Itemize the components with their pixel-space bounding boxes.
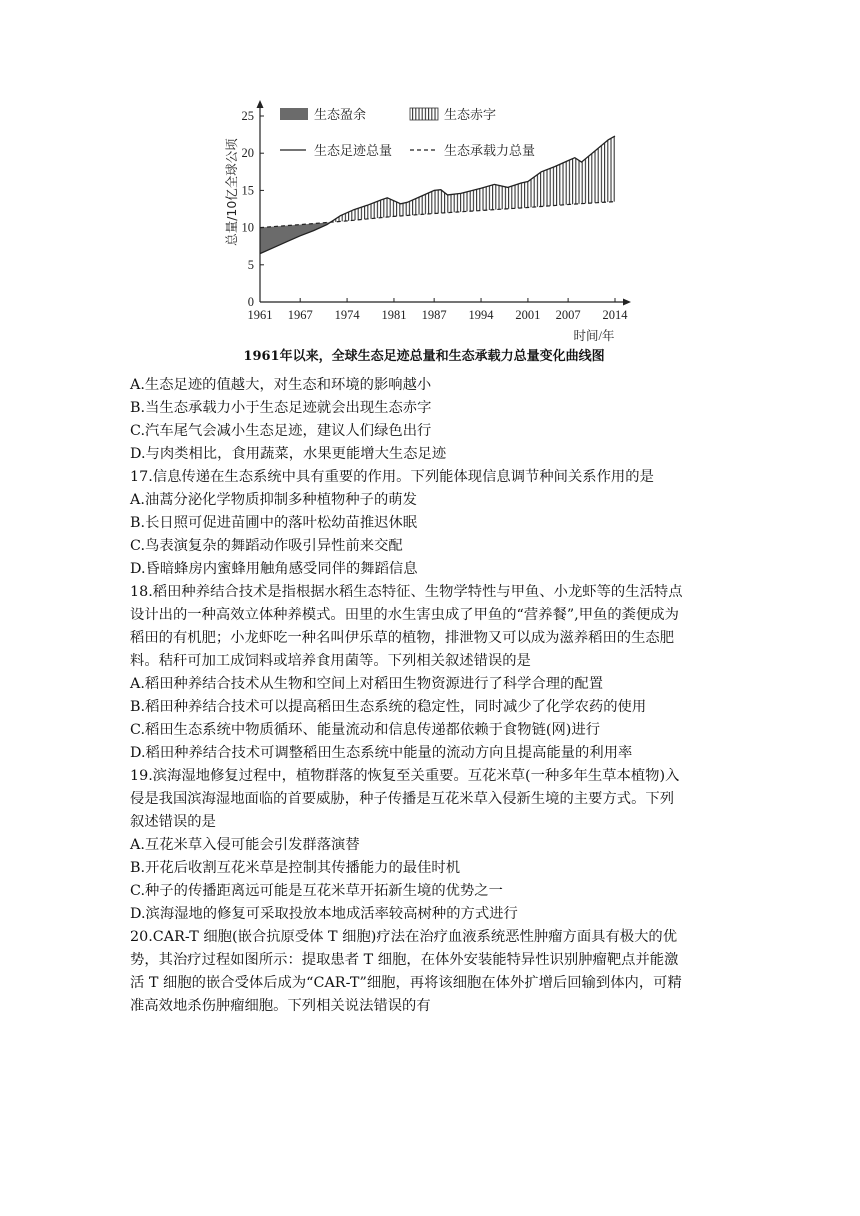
y-axis-arrow xyxy=(257,100,264,108)
legend-surplus: 生态盈余 xyxy=(314,108,367,123)
text-line: D.稻田种养结合技术可调整稻田生态系统中能量的流动方向且提高能量的利用率 xyxy=(130,745,633,761)
surplus-swatch xyxy=(280,108,308,120)
y-tick-label: 20 xyxy=(241,146,254,161)
text-line: 势，其治疗过程如图所示：提取患者 T 细胞，在体外安装能特异性识别肿瘤靶点并能激 xyxy=(130,952,679,968)
deficit-swatch xyxy=(410,108,438,120)
text-line: B.稻田种养结合技术可以提高稻田生态系统的稳定性，同时减少了化学农药的使用 xyxy=(130,699,647,715)
text-line: 设计出的一种高效立体种养模式。田里的水生害虫成了甲鱼的“营养餐”,甲鱼的粪便成为 xyxy=(130,607,679,623)
x-tick-label: 1987 xyxy=(421,308,447,322)
legend-deficit: 生态赤字 xyxy=(444,108,497,123)
text-line: 侵是我国滨海湿地面临的首要威胁，种子传播是互花米草入侵新生境的主要方式。下列 xyxy=(130,791,675,807)
text-line: 18.稻田种养结合技术是指根据水稻生态特征、生物学特性与甲鱼、小龙虾等的生活特点 xyxy=(130,584,683,600)
text-line: D.与肉类相比，食用蔬菜，水果更能增大生态足迹 xyxy=(130,446,447,462)
text-line: A.互花米草入侵可能会引发群落演替 xyxy=(130,837,360,853)
text-line: 20.CAR-T 细胞(嵌合抗原受体 T 细胞)疗法在治疗血液系统恶性肿瘤方面具有极大的优 xyxy=(130,929,678,945)
x-tick-label: 2007 xyxy=(555,308,581,322)
x-tick-label: 2014 xyxy=(602,308,628,322)
y-tick-label: 15 xyxy=(241,183,254,198)
text-line: C.种子的传播距离远可能是互花米草开拓新生境的优势之一 xyxy=(130,883,503,899)
text-line: C.稻田生态系统中物质循环、能量流动和信息传递都依赖于食物链(网)进行 xyxy=(130,722,601,738)
text-line: 活 T 细胞的嵌合受体后成为“CAR-T”细胞，再将该细胞在体外扩增后回输到体内，可精 xyxy=(130,975,682,991)
text-line: C.鸟表演复杂的舞蹈动作吸引异性前来交配 xyxy=(130,538,403,554)
text-line: 准高效地杀伤肿瘤细胞。下列相关说法错误的有 xyxy=(130,998,431,1014)
x-tick-label: 2001 xyxy=(515,308,541,322)
y-tick-label: 0 xyxy=(247,295,254,309)
text-line: 叙述错误的是 xyxy=(130,814,216,830)
legend-capacity: 生态承载力总量 xyxy=(444,144,536,159)
text-line: B.开花后收割互花米草是控制其传播能力的最佳时机 xyxy=(130,860,461,876)
y-axis-label: 总量/10亿全球公顷 xyxy=(224,138,239,246)
text-line: D.滨海湿地的修复可采取投放本地成活率较高树种的方式进行 xyxy=(130,906,518,922)
text-line: B.长日照可促进苗圃中的落叶松幼苗推迟休眠 xyxy=(130,515,418,531)
footprint-chart xyxy=(210,92,650,370)
chart-svg xyxy=(210,92,650,370)
y-tick-label: 5 xyxy=(247,257,254,272)
text-line: D.昏暗蜂房内蜜蜂用触角感受同伴的舞蹈信息 xyxy=(130,561,418,577)
x-axis-arrow xyxy=(623,299,631,306)
text-line: 17.信息传递在生态系统中具有重要的作用。下列能体现信息调节种间关系作用的是 xyxy=(130,469,654,485)
text-line: 稻田的有机肥；小龙虾吃一种名叫伊乐草的植物，排泄物又可以成为滋养稻田的生态肥 xyxy=(130,630,675,646)
text-line: A.油蒿分泌化学物质抑制多种植物种子的萌发 xyxy=(130,492,417,508)
text-line: A.生态足迹的值越大，对生态和环境的影响越小 xyxy=(130,377,432,393)
y-tick-label: 25 xyxy=(241,109,254,123)
text-line: A.稻田种养结合技术从生物和空间上对稻田生物资源进行了科学合理的配置 xyxy=(130,676,604,692)
text-line: 料。秸秆可加工成饲料或培养食用菌等。下列相关叙述错误的是 xyxy=(130,653,531,669)
question-text xyxy=(130,374,738,1018)
text-line: C.汽车尾气会减小生态足迹，建议人们绿色出行 xyxy=(130,423,432,439)
x-tick-label: 1967 xyxy=(287,308,313,322)
y-tick-label: 10 xyxy=(241,220,254,235)
x-tick-label: 1994 xyxy=(468,308,494,322)
chart-title: 1961年以来，全球生态足迹总量和生态承载力总量变化曲线图 xyxy=(243,349,605,364)
legend-footprint: 生态足迹总量 xyxy=(314,144,393,159)
x-tick-label: 1981 xyxy=(381,308,407,322)
x-tick-label: 1974 xyxy=(334,308,360,322)
text-line: 19.滨海湿地修复过程中，植物群落的恢复至关重要。互花米草(一种多年生草本植物)入 xyxy=(130,768,680,784)
text-line: B.当生态承载力小于生态足迹就会出现生态赤字 xyxy=(130,400,432,416)
x-tick-label: 1961 xyxy=(247,308,273,322)
x-axis-label: 时间/年 xyxy=(573,329,615,343)
